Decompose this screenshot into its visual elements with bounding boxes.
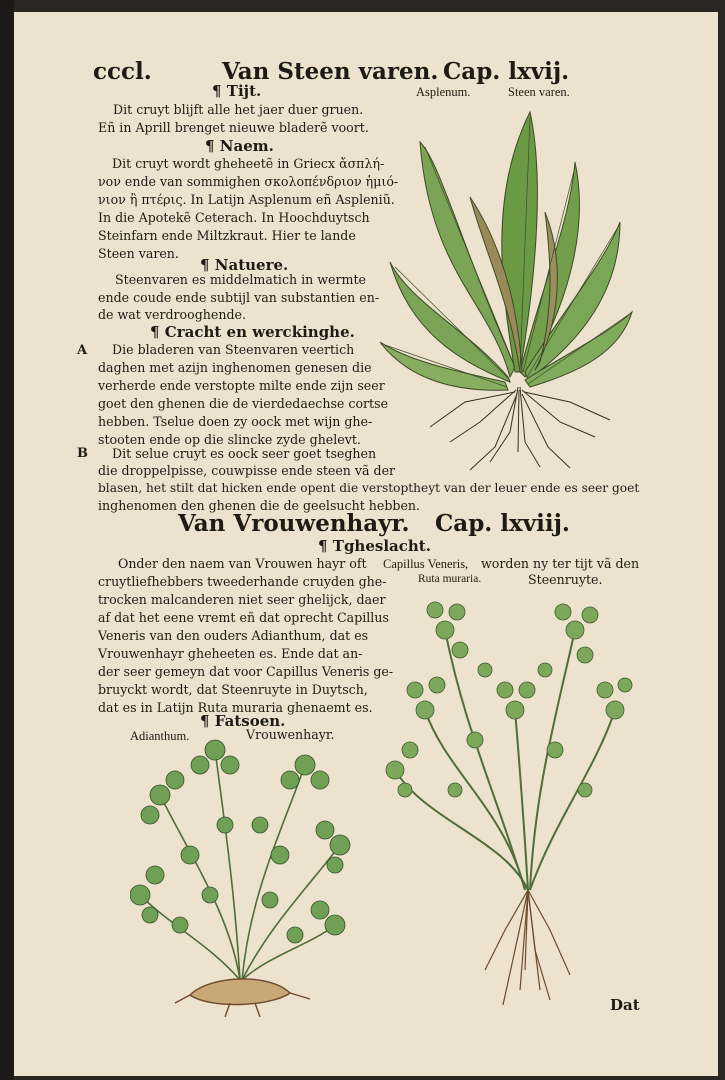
section-title: Van Vrouwenhayr. — [178, 510, 410, 537]
page-gutter — [0, 0, 14, 1080]
text-line: Steinfarn ende Miltzkraut. Hier te lande — [98, 228, 356, 243]
leaf-clusters — [386, 602, 632, 797]
text-line: bruyckt wordt, dat Steenruyte in Duytsch, — [98, 682, 368, 697]
catchword: Dat — [610, 996, 640, 1014]
text-line: inghenomen den ghenen die de geelsucht hebben. — [98, 498, 421, 513]
text-line: trocken malcanderen niet seer ghelijck, daer — [98, 592, 386, 607]
text-line: verherde ende verstopte milte ende zijn seer — [98, 378, 385, 393]
text-line: af dat het eene vremt eñ dat oprecht Capillus — [98, 610, 389, 625]
text-line: Dit selue cruyt es oock seer goet tseghen — [112, 446, 377, 461]
pilcrow-icon: ¶ — [200, 256, 210, 274]
margin-marker-b: B — [77, 446, 88, 461]
text-line: hebben. Tselue doen zy oock met wijn ghe- — [98, 414, 373, 429]
pilcrow-icon: ¶ — [205, 137, 215, 155]
plant-label-latin: Asplenum. — [416, 85, 471, 99]
heading-naem: ¶ Naem. — [205, 137, 274, 155]
leaf-clusters — [130, 740, 350, 943]
ruta-muraria-illustration — [385, 590, 635, 1015]
folio-number: cccl. — [93, 58, 152, 85]
chapter-number: Cap. lxvij. — [443, 58, 570, 85]
text-line: Die bladeren van Steenvaren veertich — [112, 342, 355, 357]
text-line: stooten ende op die slincke zyde ghelevt. — [98, 432, 361, 447]
text-line: worden ny ter tijt vã den — [481, 556, 640, 571]
plant-label-dutch: Steen varen. — [508, 85, 570, 99]
heading-gheslacht: ¶ Tgheslacht. — [318, 537, 431, 555]
text-line: νον ende van sommighen σκολοπένδριον ἡμιό- — [98, 174, 399, 189]
text-line: Onder den naem van Vrouwen hayr oft — [118, 556, 367, 571]
text-line: Steenvaren es middelmatich in wermte — [115, 272, 366, 287]
text-line: daghen met azijn inghenomen genesen die — [98, 360, 372, 375]
pilcrow-icon: ¶ — [212, 82, 222, 100]
text-line: die droppelpisse, couwpisse ende steen vã der — [98, 463, 396, 478]
plant-label-ruta: Ruta muraria. — [418, 573, 482, 585]
pilcrow-icon: ¶ — [200, 712, 210, 730]
text-line: Eñ in Aprill brenget nieuwe bladerẽ voort. — [98, 120, 369, 135]
text-line: In die Apotekẽ Ceterach. In Hoochduytsch — [98, 210, 370, 225]
adianthum-illustration — [130, 735, 355, 1020]
heading-fatsoen: ¶ Fatsoen. — [200, 712, 286, 730]
inline-latin-capillus: Capillus Veneris, — [383, 557, 469, 571]
pilcrow-icon: ¶ — [318, 537, 328, 555]
asplenum-fern-illustration — [370, 102, 645, 472]
page-title: Van Steen varen. — [222, 58, 439, 85]
text-line: de wat verdrooghende. — [98, 307, 246, 322]
text-line: Dit cruyt wordt gheheetẽ in Griecx ἄσπλή- — [112, 156, 385, 171]
plant-label-vrouwenhayr: Vrouwenhayr. — [246, 727, 335, 742]
pilcrow-icon: ¶ — [150, 323, 160, 341]
text-line: ende coude ende subtijl van substantien en- — [98, 290, 380, 305]
heading-tijt: ¶ Tijt. — [212, 82, 262, 100]
text-line: cruytliefhebbers tweederhande cruyden ghe- — [98, 574, 387, 589]
text-line: dat es in Latijn Ruta muraria ghenaemt es. — [98, 700, 373, 715]
heading-cracht: ¶ Cracht en werckinghe. — [150, 323, 355, 341]
text-line: Dit cruyt blijft alle het jaer duer gruen. — [113, 102, 364, 117]
text-line: νιον ἢ πτέρις. In Latijn Asplenum eñ Aspleniũ. — [98, 192, 395, 207]
margin-marker-a: A — [77, 343, 88, 358]
text-line: Veneris van den ouders Adianthum, dat es — [98, 628, 369, 643]
text-line: der seer gemeyn dat voor Capillus Veneris ge- — [98, 664, 394, 679]
text-line: Vrouwenhayr gheheeten es. Ende dat an- — [98, 646, 363, 661]
text-line: Steen varen. — [98, 246, 179, 261]
plant-label-adianthum: Adianthum. — [130, 729, 190, 743]
text-line: goet den ghenen die de vierdedaechse cortse — [98, 396, 389, 411]
plant-label-steenruyte: Steenruyte. — [528, 572, 603, 587]
heading-natuere: ¶ Natuere. — [200, 256, 289, 274]
text-line: blasen, het stilt dat hicken ende opent die verstoptheyt van der leuer ende es seer goet — [98, 481, 640, 495]
section-chapter: Cap. lxviij. — [435, 510, 570, 537]
